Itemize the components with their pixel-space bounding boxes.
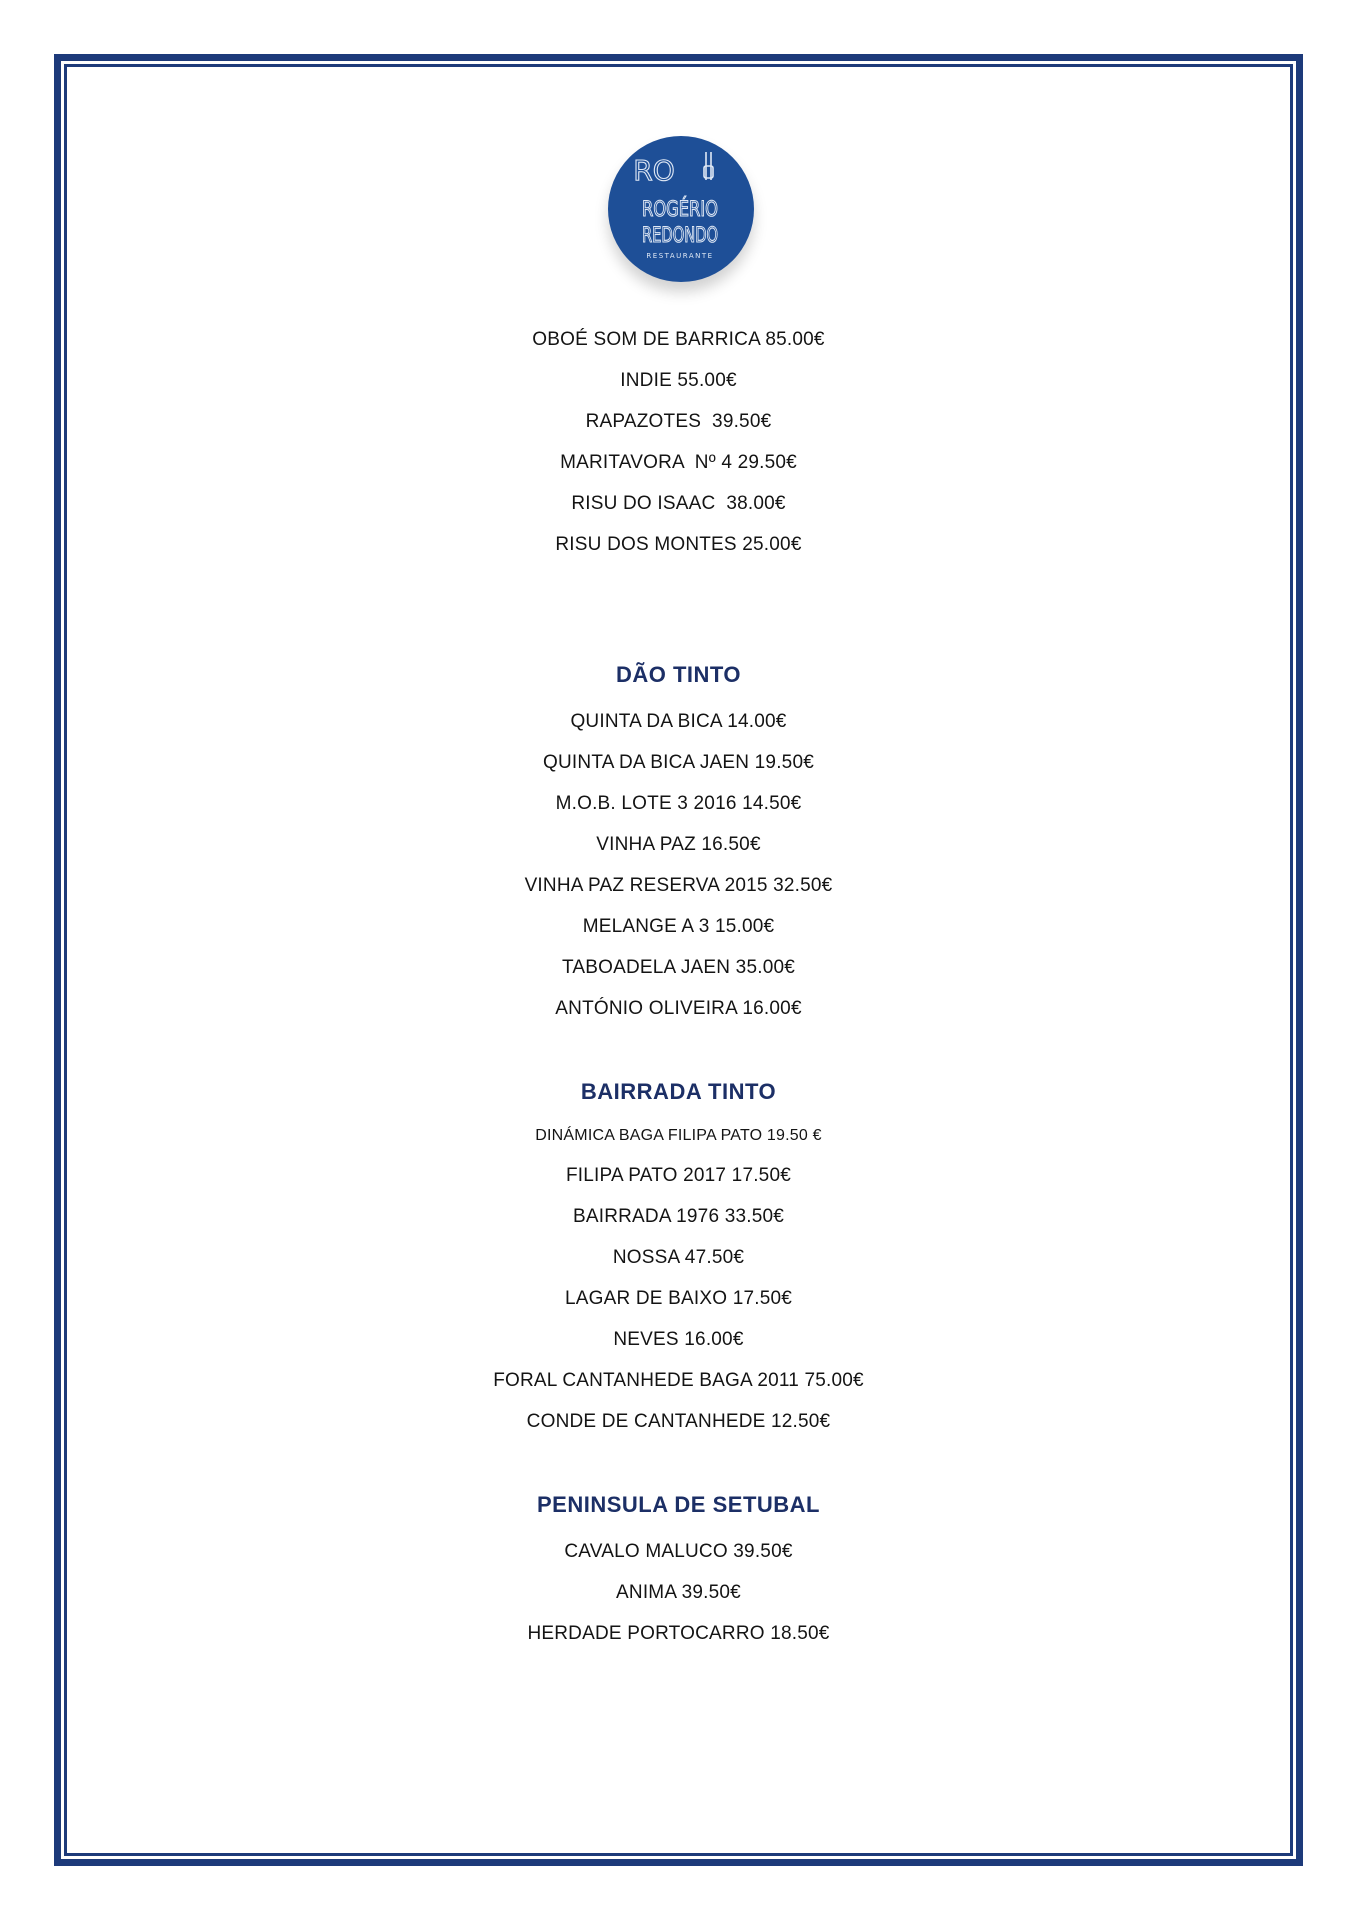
section-heading-setubal: PENINSULA DE SETUBAL xyxy=(537,1492,820,1517)
wine-item: VINHA PAZ RESERVA 2015 32.50€ xyxy=(524,875,833,896)
logo-name-first: ROGÉRIO xyxy=(642,197,740,221)
logo-subtitle: RESTAURANTE xyxy=(646,252,714,260)
logo-name-last: REDONDO xyxy=(642,223,718,247)
logo-monogram: RO xyxy=(633,154,675,187)
section-heading-dao: DÃO TINTO xyxy=(615,662,742,687)
wine-item: RAPAZOTES 39.50€ xyxy=(585,411,772,432)
wine-item: OBOÉ SOM DE BARRICA 85.00€ xyxy=(532,329,825,350)
wine-item: RISU DOS MONTES 25.00€ xyxy=(555,534,802,555)
wine-item: INDIE 55.00€ xyxy=(620,370,737,391)
wine-item: TABOADELA JAEN 35.00€ xyxy=(561,957,796,978)
wine-item: HERDADE PORTOCARRO 18.50€ xyxy=(527,1623,830,1644)
section-heading-bairrada: BAIRRADA TINTO xyxy=(580,1079,777,1104)
wine-item: MARITAVORA Nº 4 29.50€ xyxy=(560,452,797,473)
wine-item: RISU DO ISAAC 38.00€ xyxy=(571,493,786,514)
restaurant-logo-graphic xyxy=(608,136,754,282)
wine-item: QUINTA DA BICA 14.00€ xyxy=(570,711,787,732)
wine-item: MELANGE A 3 15.00€ xyxy=(582,916,775,937)
wine-item: QUINTA DA BICA JAEN 19.50€ xyxy=(543,752,814,773)
wine-item: NOSSA 47.50€ xyxy=(612,1247,745,1268)
fork-knife-icon xyxy=(704,152,713,180)
wine-item: BAIRRADA 1976 33.50€ xyxy=(572,1206,785,1227)
wine-item: ANIMA 39.50€ xyxy=(616,1582,741,1603)
wine-item: VINHA PAZ 16.50€ xyxy=(596,834,761,855)
wine-item: M.O.B. LOTE 3 2016 14.50€ xyxy=(555,793,802,814)
wine-item: CAVALO MALUCO 39.50€ xyxy=(564,1541,793,1562)
wine-item: FILIPA PATO 2017 17.50€ xyxy=(565,1165,791,1186)
wine-item: DINÁMICA BAGA FILIPA PATO 19.50 € xyxy=(535,1127,822,1144)
wine-item: FORAL CANTANHEDE BAGA 2011 75.00€ xyxy=(493,1370,864,1391)
wine-item: ANTÓNIO OLIVEIRA 16.00€ xyxy=(555,998,802,1019)
wine-item: CONDE DE CANTANHEDE 12.50€ xyxy=(526,1411,831,1432)
wine-item: NEVES 16.00€ xyxy=(613,1329,744,1350)
restaurant-logo xyxy=(608,136,754,282)
wine-item: LAGAR DE BAIXO 17.50€ xyxy=(564,1288,793,1309)
